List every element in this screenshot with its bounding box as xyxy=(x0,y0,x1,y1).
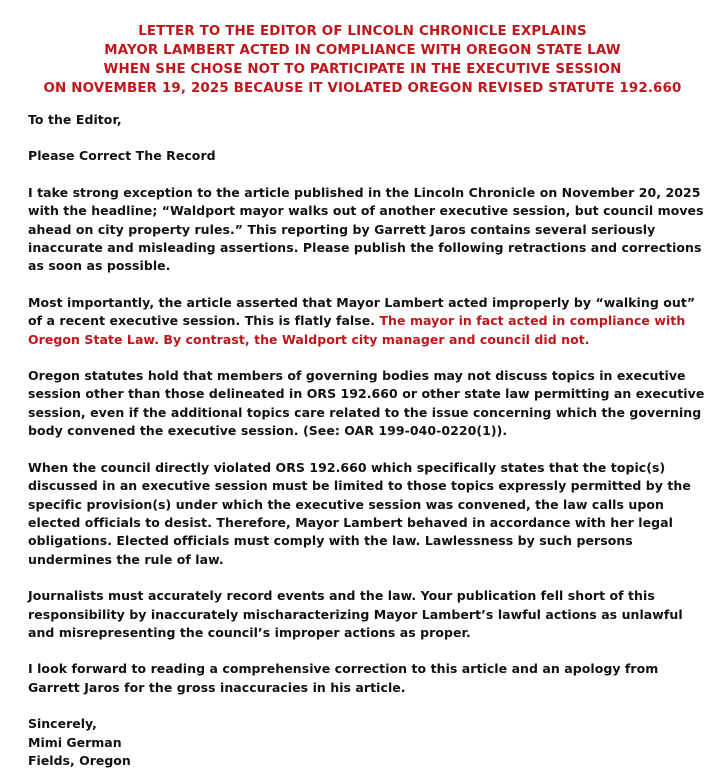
paragraph-2-highlight: The mayor in fact acted in compliance with Oregon State Law. By contrast, the Waldport city manager and council did not. xyxy=(28,313,686,347)
signature-location: Fields, Oregon xyxy=(28,752,131,768)
subject-line: Please Correct The Record xyxy=(28,148,216,164)
salutation: To the Editor, xyxy=(28,112,122,127)
signature-closing: Sincerely, xyxy=(28,716,97,732)
paragraph-4: When the council directly violated ORS 192.660 which specifically states that the topic(s) discussed in an executive session must be limited to those topics expressly permitted by the specific provision(s) under which the executive session was convened, the law calls upon elected officials to desist. Therefore, Mayor Lambert behaved in accordance with her legal obligations. Elected officials must comply with the law. Lawlessness by such persons undermines the rule of law. xyxy=(28,459,691,567)
paragraph-6: I look forward to reading a comprehensive correction to this article and an apology from Garrett Jaros for the gross inaccuracies in his article. xyxy=(28,661,659,695)
signature-name: Mimi German xyxy=(28,734,122,750)
headline-line-2: MAYOR LAMBERT ACTED IN COMPLIANCE WITH OREGON STATE LAW xyxy=(104,43,621,58)
headline-line-4: ON NOVEMBER 19, 2025 BECAUSE IT VIOLATED OREGON REVISED STATUTE 192.660 xyxy=(43,81,682,96)
paragraph-1: I take strong exception to the article published in the Lincoln Chronicle on November 20, 2025 with the headline; “Waldport mayor walks out of another executive session, but council moves ahead on city property rules.” This reporting by Garrett Jaros contains several seriously inaccurate and misleading assertions. Please publish the following retractions and corrections as soon as possible. xyxy=(28,184,704,274)
headline-line-3: WHEN SHE CHOSE NOT TO PARTICIPATE IN THE EXECUTIVE SESSION xyxy=(103,62,622,77)
paragraph-2-text: Most importantly, the article asserted that Mayor Lambert acted improperly by “walking out” of a recent executive session. This is flatly false. xyxy=(28,294,696,329)
signature-block xyxy=(28,715,711,770)
paragraph-2 xyxy=(28,294,711,349)
paragraph-3: Oregon statutes hold that members of governing bodies may not discuss topics in executive session other than those delineated in ORS 192.660 or other state law permitting an executive session, even if the additional topics care related to the issue concerning which the governing body convened the executive session. (See: OAR 199-040-0220(1)). xyxy=(28,368,705,439)
paragraph-5: Journalists must accurately record events and the law. Your publication fell short of this responsibility by inaccurately mischaracterizing Mayor Lambert’s lawful actions as unlawful and misrepresenting the council’s improper actions as proper. xyxy=(28,588,683,640)
headline-line-1: LETTER TO THE EDITOR OF LINCOLN CHRONICLE EXPLAINS xyxy=(138,24,587,39)
headline xyxy=(28,22,711,98)
